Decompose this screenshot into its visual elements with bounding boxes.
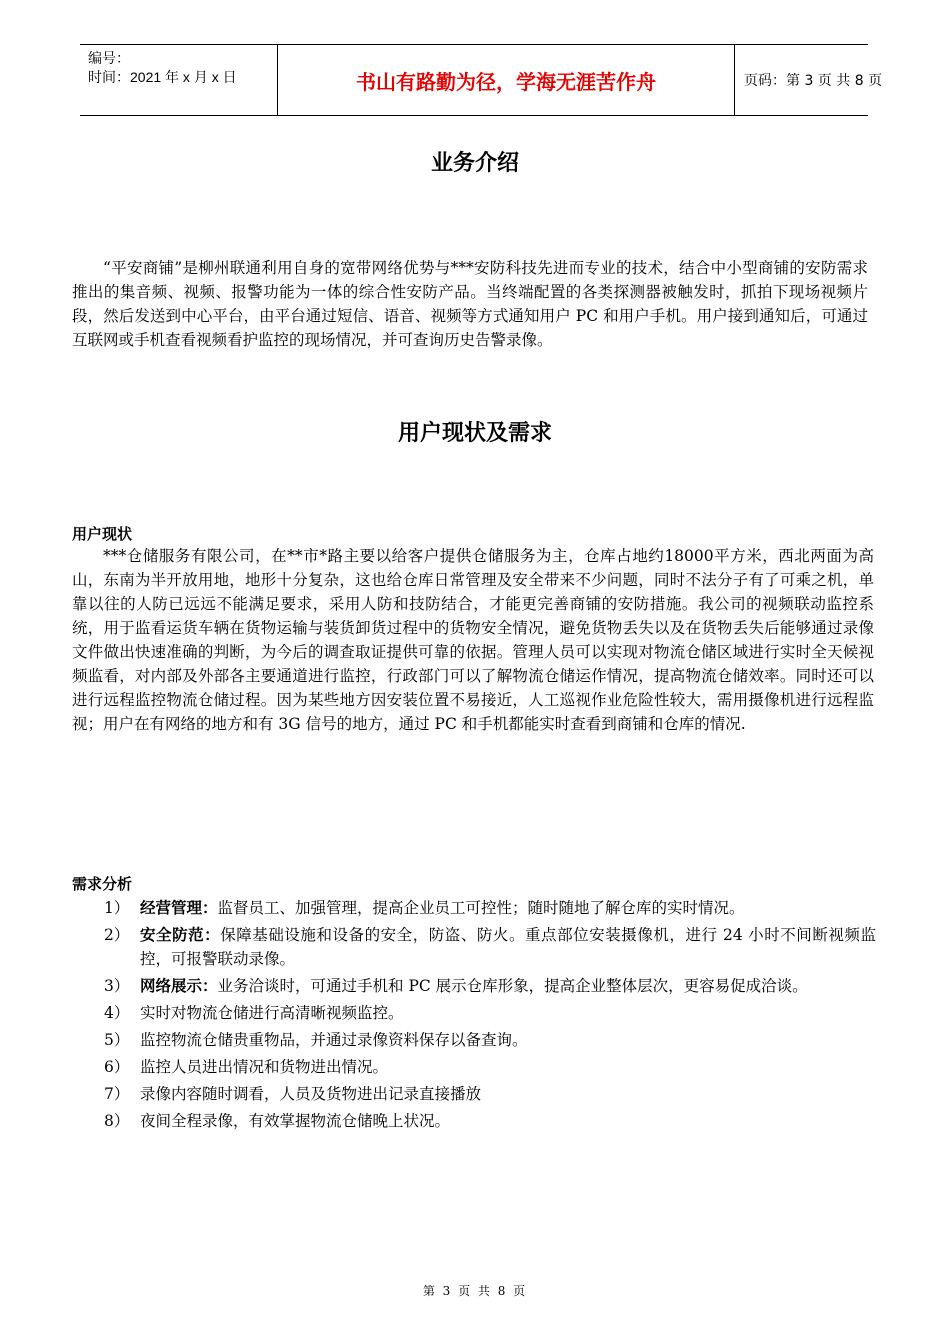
- header-time-label: 时间：2021 年 x 月 x 日: [88, 69, 237, 85]
- list-item: [104, 1028, 876, 1052]
- header-number-label: 编号：: [88, 50, 130, 66]
- header-motto: 书山有路勤为径，学海无涯苦作舟: [278, 45, 735, 115]
- page-footer: 第 3 页 共 8 页: [422, 1284, 528, 1298]
- list-item-text: 保障基础设施和设备的安全，防盗、防火。重点部位安装摄像机，进行 24 小时不间断视频监控，可报警联动录像。: [140, 926, 876, 968]
- list-item: [104, 974, 876, 998]
- header-page-label: 页码：第 3 页 共 8 页: [744, 73, 883, 89]
- list-item-text: 录像内容随时调看，人员及货物进出记录直接播放: [140, 1085, 482, 1103]
- list-item: [104, 1001, 876, 1025]
- list-item: [104, 1109, 876, 1133]
- list-item-number: 6）: [104, 1058, 130, 1076]
- list-item-text: 监控物流仓储贵重物品，并通过录像资料保存以备查询。: [140, 1031, 528, 1049]
- needs-list: [104, 896, 876, 1136]
- list-item-number: 5）: [104, 1031, 130, 1049]
- section-title-user-status-needs: 用户现状及需求: [397, 421, 552, 446]
- list-item: [104, 1055, 876, 1079]
- list-item-bold-label: 经营管理：: [140, 899, 218, 917]
- list-item-bold-label: 安全防范：: [140, 926, 221, 944]
- list-item-number: 3）: [104, 977, 130, 995]
- list-item-number: 8）: [104, 1112, 130, 1130]
- section-title-business-intro: 业务介绍: [430, 151, 519, 176]
- list-item-text: 业务洽谈时，可通过手机和 PC 展示仓库形象，提高企业整体层次，更容易促成洽谈。: [217, 977, 808, 995]
- list-item-bold-label: 网络展示：: [140, 977, 218, 995]
- page-header: [80, 44, 883, 116]
- list-item-text: 监督员工、加强管理，提高企业员工可控性；随时随地了解仓库的实时情况。: [217, 899, 745, 917]
- user-status-heading: 用户现状: [72, 525, 133, 543]
- list-item-number: 4）: [104, 1004, 130, 1022]
- list-item-text: 夜间全程录像，有效掌握物流仓储晚上状况。: [140, 1112, 451, 1130]
- business-intro-paragraph: “平安商铺”是柳州联通利用自身的宽带网络优势与***安防科技先进而专业的技术，结合中小型商铺的安防需求推出的集音频、视频、报警功能为一体的综合性安防产品。当终端配置的各类探测器被触发时，抓拍下现场视频片段，然后发送到中心平台，由平台通过短信、语音、视频等方式通知用户 PC 和用户手机。用户接到通知后，可通过互联网或手机查看视频看护监控的现场情况，并可查询历史告警录像。: [72, 259, 868, 349]
- user-status-paragraph: ***仓储服务有限公司，在**市*路主要以给客户提供仓储服务为主，仓库占地约18000平方米，西北两面为高山，东南为半开放用地，地形十分复杂，这也给仓库日常管理及安全带来不少问题，同时不法分子有了可乘之机，单靠以往的人防已远远不能满足要求，采用人防和技防结合，才能更完善商铺的安防措施。我公司的视频联动监控系统，用于监看运货车辆在货物运输与装货卸货过程中的货物安全情况，避免货物丢失以及在货物丢失后能够通过录像文件做出快速准确的判断，为今后的调查取证提供可靠的依据。管理人员可以实现对物流仓储区域进行实时全天候视频监看，对内部及外部各主要通道进行监控，行政部门可以了解物流仓储运作情况，提高物流仓储效率。同时还可以进行远程监控物流仓储过程。因为某些地方因安装位置不易接近，人工巡视作业危险性较大，需用摄像机进行远程监视；用户在有网络的地方和有 3G 信号的地方，通过 PC 和手机都能实时查看到商铺和仓库的情况.: [72, 547, 874, 733]
- list-item-number: 7）: [104, 1085, 130, 1103]
- list-item-text: 实时对物流仓储进行高清晰视频监控。: [140, 1004, 404, 1022]
- list-item-number: 1）: [104, 899, 130, 917]
- list-item-number: 2）: [104, 926, 130, 944]
- header-meta-cell: [80, 45, 278, 115]
- needs-analysis-heading: 需求分析: [72, 875, 133, 893]
- list-item: [104, 923, 876, 971]
- list-item: [104, 1082, 876, 1106]
- list-item: [104, 896, 876, 920]
- list-item-text: 监控人员进出情况和货物进出情况。: [140, 1058, 389, 1076]
